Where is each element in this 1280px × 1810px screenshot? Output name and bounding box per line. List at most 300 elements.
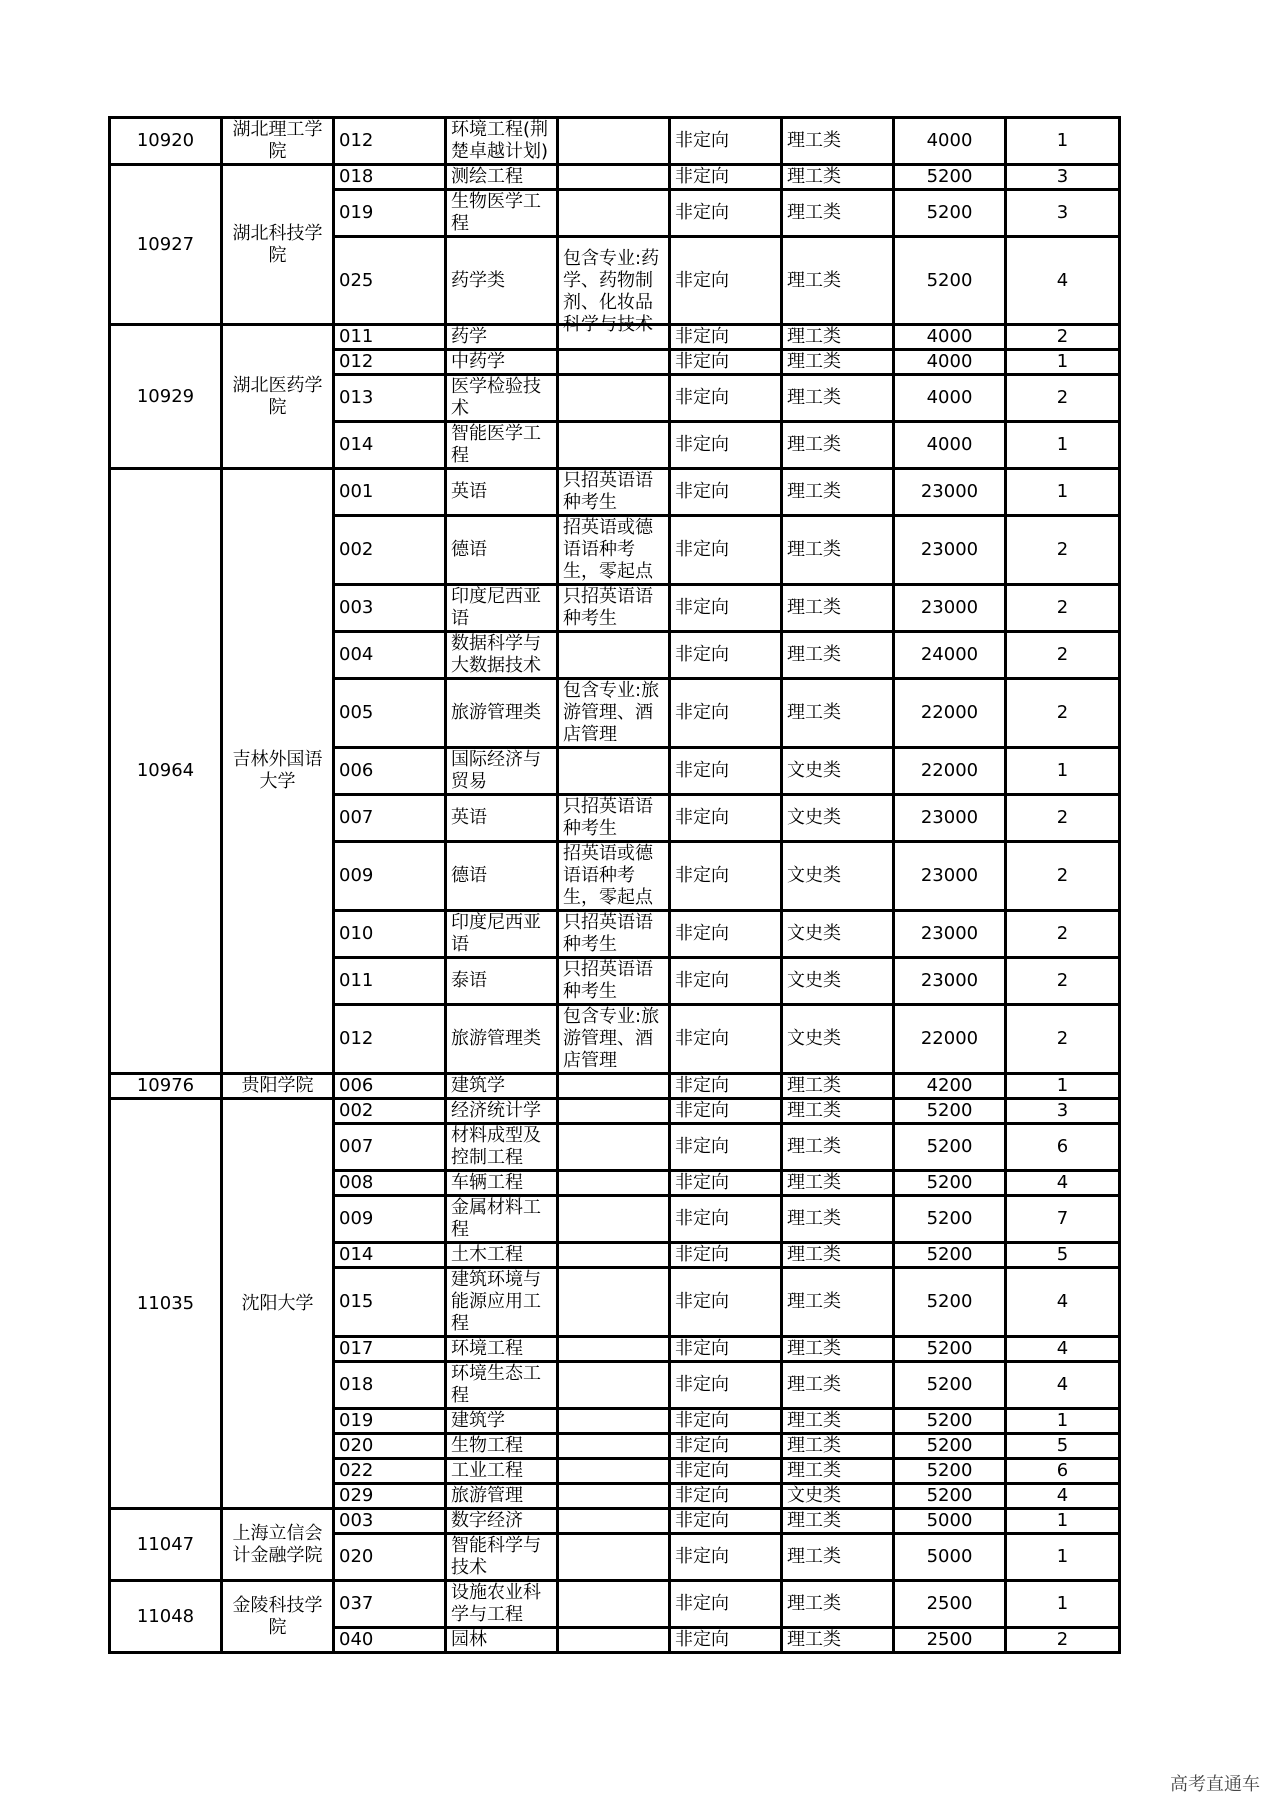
school-code-cell: 10976: [110, 1074, 222, 1099]
major-name-cell: [446, 1534, 558, 1581]
plan-count-cell: 5: [1006, 1243, 1120, 1268]
school-name-cell: 上海立信会计金融学院: [222, 1509, 334, 1581]
major-name-cell: [446, 1243, 558, 1268]
major-name-cell: [446, 748, 558, 795]
major-number-cell: 002: [334, 516, 446, 585]
major-number-cell: 015: [334, 1268, 446, 1337]
major-note-cell: [558, 1099, 670, 1124]
school-code-cell: 11035: [110, 1099, 222, 1509]
plan-count-cell: 4: [1006, 237, 1120, 325]
category-cell: 理工类: [782, 1196, 894, 1243]
tuition-cell: 5200: [894, 1409, 1006, 1434]
direction-cell: 非定向: [670, 325, 782, 350]
major-note-cell-text: 招英语或德语语种考生，零起点: [563, 517, 653, 582]
major-number-cell: 011: [334, 325, 446, 350]
major-number-cell: 003: [334, 1509, 446, 1534]
category-cell: 理工类: [782, 190, 894, 237]
school-name-cell: 吉林外国语大学: [222, 469, 334, 1074]
direction-cell: 非定向: [670, 1268, 782, 1337]
major-name-cell-text: 建筑环境与能源应用工程: [451, 1269, 541, 1334]
major-number-cell: 013: [334, 375, 446, 422]
category-cell: 理工类: [782, 1581, 894, 1628]
major-name-cell-text: 生物医学工程: [451, 191, 541, 234]
school-name-cell: 沈阳大学: [222, 1099, 334, 1509]
major-name-cell-text: 数字经济: [451, 1510, 523, 1531]
tuition-cell: 5200: [894, 190, 1006, 237]
category-cell: 理工类: [782, 1628, 894, 1653]
major-note-cell: [558, 585, 670, 632]
plan-count-cell: 1: [1006, 748, 1120, 795]
major-name-cell-text: 设施农业科学与工程: [451, 1582, 541, 1625]
direction-cell: 非定向: [670, 911, 782, 958]
major-name-cell-text: 测绘工程: [451, 166, 523, 187]
tuition-cell: 5200: [894, 1362, 1006, 1409]
major-number-cell: 020: [334, 1434, 446, 1459]
tuition-cell: 5200: [894, 165, 1006, 190]
major-number-cell: 040: [334, 1628, 446, 1653]
major-note-cell-text: 只招英语语种考生: [563, 470, 653, 513]
major-name-cell-text: 英语: [451, 481, 487, 502]
tuition-cell: 22000: [894, 1005, 1006, 1074]
school-code-cell: 10920: [110, 118, 222, 165]
category-cell: 理工类: [782, 1268, 894, 1337]
tuition-cell: 4000: [894, 325, 1006, 350]
major-name-cell: [446, 350, 558, 375]
major-name-cell-text: 旅游管理类: [451, 702, 541, 723]
plan-count-cell: 3: [1006, 1099, 1120, 1124]
category-cell: 理工类: [782, 237, 894, 325]
direction-cell: 非定向: [670, 1171, 782, 1196]
major-number-cell: 037: [334, 1581, 446, 1628]
plan-count-cell: 2: [1006, 842, 1120, 911]
tuition-cell: 22000: [894, 679, 1006, 748]
major-name-cell-text: 智能科学与技术: [451, 1535, 541, 1578]
plan-count-cell: 1: [1006, 422, 1120, 469]
enrollment-plan-table: [108, 116, 1121, 1654]
major-number-cell: 012: [334, 350, 446, 375]
plan-count-cell: 2: [1006, 516, 1120, 585]
plan-count-cell: 2: [1006, 585, 1120, 632]
tuition-cell: 5200: [894, 1434, 1006, 1459]
plan-count-cell: 3: [1006, 165, 1120, 190]
major-name-cell-text: 环境生态工程: [451, 1363, 541, 1406]
tuition-cell: 4000: [894, 118, 1006, 165]
major-note-cell-text: 包含专业:旅游管理、酒店管理: [563, 680, 660, 745]
school-code-cell: 11048: [110, 1581, 222, 1653]
major-name-cell: [446, 118, 558, 165]
major-note-cell: [558, 190, 670, 237]
plan-count-cell: 6: [1006, 1124, 1120, 1171]
major-number-cell: 011: [334, 958, 446, 1005]
major-note-cell-text: 只招英语语种考生: [563, 959, 653, 1002]
table-body: [110, 118, 1120, 1653]
category-cell: 理工类: [782, 469, 894, 516]
major-number-cell: 022: [334, 1459, 446, 1484]
plan-count-cell: 1: [1006, 118, 1120, 165]
plan-count-cell: 4: [1006, 1362, 1120, 1409]
major-number-cell: 029: [334, 1484, 446, 1509]
major-note-cell: [558, 842, 670, 911]
direction-cell: 非定向: [670, 679, 782, 748]
school-name-cell: 湖北科技学院: [222, 165, 334, 325]
major-note-cell: [558, 748, 670, 795]
major-name-cell: [446, 1628, 558, 1653]
major-name-cell: [446, 1362, 558, 1409]
major-name-cell: [446, 1099, 558, 1124]
direction-cell: 非定向: [670, 585, 782, 632]
major-note-cell-text: 招英语或德语语种考生，零起点: [563, 843, 653, 908]
tuition-cell: 23000: [894, 911, 1006, 958]
major-name-cell-text: 药学类: [451, 269, 505, 291]
direction-cell: 非定向: [670, 1409, 782, 1434]
watermark-text: 高考直通车: [1170, 1774, 1260, 1795]
major-note-cell: [558, 1243, 670, 1268]
major-name-cell-text: 金属材料工程: [451, 1197, 541, 1240]
tuition-cell: 2500: [894, 1581, 1006, 1628]
tuition-cell: 23000: [894, 958, 1006, 1005]
major-note-cell: [558, 1534, 670, 1581]
category-cell: 理工类: [782, 1074, 894, 1099]
category-cell: 理工类: [782, 1362, 894, 1409]
plan-count-cell: 1: [1006, 350, 1120, 375]
category-cell: 理工类: [782, 1459, 894, 1484]
major-number-cell: 014: [334, 422, 446, 469]
school-code-cell: 10929: [110, 325, 222, 469]
major-note-cell: [558, 632, 670, 679]
major-name-cell: [446, 911, 558, 958]
school-name-cell: 贵阳学院: [222, 1074, 334, 1099]
major-name-cell: [446, 469, 558, 516]
direction-cell: 非定向: [670, 118, 782, 165]
category-cell: 理工类: [782, 165, 894, 190]
major-name-cell: [446, 1509, 558, 1534]
major-name-cell: [446, 516, 558, 585]
major-number-cell: 008: [334, 1171, 446, 1196]
tuition-cell: 23000: [894, 469, 1006, 516]
major-name-cell-text: 材料成型及控制工程: [451, 1125, 541, 1168]
category-cell: 理工类: [782, 1534, 894, 1581]
direction-cell: 非定向: [670, 190, 782, 237]
tuition-cell: 5200: [894, 1099, 1006, 1124]
plan-count-cell: 2: [1006, 795, 1120, 842]
major-note-cell-text: 只招英语语种考生: [563, 796, 653, 839]
tuition-cell: 4000: [894, 350, 1006, 375]
plan-count-cell: 1: [1006, 1074, 1120, 1099]
major-number-cell: 009: [334, 842, 446, 911]
major-note-cell: [558, 375, 670, 422]
major-name-cell: [446, 585, 558, 632]
tuition-cell: 5200: [894, 1268, 1006, 1337]
tuition-cell: 5200: [894, 1459, 1006, 1484]
major-note-cell-text: 包含专业:旅游管理、酒店管理: [563, 1006, 660, 1071]
major-name-cell-text: 国际经济与贸易: [451, 749, 541, 792]
major-name-cell-text: 英语: [451, 807, 487, 828]
category-cell: 文史类: [782, 1005, 894, 1074]
tuition-cell: 4200: [894, 1074, 1006, 1099]
major-note-cell: [558, 1484, 670, 1509]
major-name-cell: [446, 422, 558, 469]
major-note-cell: [558, 1005, 670, 1074]
plan-count-cell: 4: [1006, 1171, 1120, 1196]
major-name-cell: [446, 237, 558, 325]
direction-cell: 非定向: [670, 1484, 782, 1509]
category-cell: 理工类: [782, 1509, 894, 1534]
major-name-cell-text: 德语: [451, 539, 487, 560]
direction-cell: 非定向: [670, 1074, 782, 1099]
major-name-cell-text: 旅游管理类: [451, 1028, 541, 1049]
tuition-cell: 23000: [894, 795, 1006, 842]
major-name-cell: [446, 679, 558, 748]
table-row: [110, 1074, 1120, 1099]
major-number-cell: 017: [334, 1337, 446, 1362]
major-note-cell: [558, 1459, 670, 1484]
major-number-cell: 006: [334, 748, 446, 795]
plan-count-cell: 1: [1006, 1534, 1120, 1581]
major-name-cell: [446, 795, 558, 842]
major-number-cell: 004: [334, 632, 446, 679]
direction-cell: 非定向: [670, 1362, 782, 1409]
major-name-cell-text: 生物工程: [451, 1435, 523, 1456]
plan-count-cell: 2: [1006, 1628, 1120, 1653]
category-cell: 理工类: [782, 325, 894, 350]
direction-cell: 非定向: [670, 1124, 782, 1171]
plan-count-cell: 4: [1006, 1484, 1120, 1509]
major-name-cell: [446, 842, 558, 911]
major-number-cell: 019: [334, 1409, 446, 1434]
major-name-cell: [446, 375, 558, 422]
category-cell: 文史类: [782, 795, 894, 842]
major-number-cell: 006: [334, 1074, 446, 1099]
plan-count-cell: 2: [1006, 325, 1120, 350]
major-number-cell: 018: [334, 165, 446, 190]
tuition-cell: 5200: [894, 237, 1006, 325]
direction-cell: 非定向: [670, 237, 782, 325]
major-number-cell: 001: [334, 469, 446, 516]
major-name-cell-text: 印度尼西亚语: [451, 912, 541, 955]
major-name-cell-text: 经济统计学: [451, 1100, 541, 1121]
plan-count-cell: 2: [1006, 1005, 1120, 1074]
category-cell: 理工类: [782, 350, 894, 375]
category-cell: 理工类: [782, 1409, 894, 1434]
major-note-cell: [558, 679, 670, 748]
major-note-cell: [558, 516, 670, 585]
category-cell: 文史类: [782, 958, 894, 1005]
category-cell: 理工类: [782, 375, 894, 422]
major-name-cell-text: 环境工程: [451, 1338, 523, 1359]
major-name-cell-text: 旅游管理: [451, 1485, 523, 1506]
direction-cell: 非定向: [670, 469, 782, 516]
major-name-cell: [446, 1337, 558, 1362]
plan-count-cell: 2: [1006, 375, 1120, 422]
direction-cell: 非定向: [670, 1005, 782, 1074]
major-number-cell: 025: [334, 237, 446, 325]
plan-count-cell: 4: [1006, 1337, 1120, 1362]
plan-count-cell: 1: [1006, 1581, 1120, 1628]
direction-cell: 非定向: [670, 748, 782, 795]
category-cell: 文史类: [782, 842, 894, 911]
major-name-cell-text: 工业工程: [451, 1460, 523, 1481]
tuition-cell: 2500: [894, 1628, 1006, 1653]
major-note-cell: [558, 1581, 670, 1628]
tuition-cell: 5000: [894, 1534, 1006, 1581]
direction-cell: 非定向: [670, 422, 782, 469]
major-name-cell: [446, 1124, 558, 1171]
table-row: [110, 1099, 1120, 1124]
tuition-cell: 23000: [894, 585, 1006, 632]
major-note-cell: [558, 1196, 670, 1243]
plan-count-cell: 2: [1006, 679, 1120, 748]
direction-cell: 非定向: [670, 1581, 782, 1628]
major-note-cell: [558, 118, 670, 165]
major-note-cell: [558, 1628, 670, 1653]
tuition-cell: 5200: [894, 1196, 1006, 1243]
category-cell: 文史类: [782, 911, 894, 958]
plan-count-cell: 1: [1006, 469, 1120, 516]
category-cell: 理工类: [782, 1243, 894, 1268]
plan-count-cell: 3: [1006, 190, 1120, 237]
major-name-cell-text: 医学检验技术: [451, 376, 541, 419]
major-note-cell: [558, 1409, 670, 1434]
tuition-cell: 24000: [894, 632, 1006, 679]
direction-cell: 非定向: [670, 1434, 782, 1459]
major-name-cell: [446, 1171, 558, 1196]
major-number-cell: 018: [334, 1362, 446, 1409]
tuition-cell: 5200: [894, 1171, 1006, 1196]
direction-cell: 非定向: [670, 350, 782, 375]
major-name-cell: [446, 1581, 558, 1628]
tuition-cell: 22000: [894, 748, 1006, 795]
plan-count-cell: 2: [1006, 958, 1120, 1005]
category-cell: 理工类: [782, 516, 894, 585]
tuition-cell: 5200: [894, 1337, 1006, 1362]
category-cell: 理工类: [782, 632, 894, 679]
major-number-cell: 005: [334, 679, 446, 748]
direction-cell: 非定向: [670, 842, 782, 911]
plan-count-cell: 2: [1006, 911, 1120, 958]
major-name-cell-text: 土木工程: [451, 1244, 523, 1265]
major-number-cell: 012: [334, 1005, 446, 1074]
table-row: [110, 165, 1120, 190]
tuition-cell: 4000: [894, 375, 1006, 422]
major-name-cell-text: 德语: [451, 865, 487, 886]
direction-cell: 非定向: [670, 1628, 782, 1653]
major-name-cell: [446, 165, 558, 190]
major-name-cell: [446, 1005, 558, 1074]
major-name-cell: [446, 1434, 558, 1459]
major-name-cell: [446, 1459, 558, 1484]
school-name-cell: 湖北理工学院: [222, 118, 334, 165]
direction-cell: 非定向: [670, 1534, 782, 1581]
major-number-cell: 007: [334, 795, 446, 842]
major-number-cell: 012: [334, 118, 446, 165]
school-name-cell: 湖北医药学院: [222, 325, 334, 469]
plan-count-cell: 4: [1006, 1268, 1120, 1337]
tuition-cell: 23000: [894, 842, 1006, 911]
direction-cell: 非定向: [670, 1099, 782, 1124]
major-name-cell: [446, 1484, 558, 1509]
major-name-cell-text: 泰语: [451, 970, 487, 991]
major-name-cell: [446, 958, 558, 1005]
category-cell: 文史类: [782, 748, 894, 795]
major-note-cell: [558, 1074, 670, 1099]
table-row: [110, 469, 1120, 516]
category-cell: 理工类: [782, 118, 894, 165]
major-number-cell: 014: [334, 1243, 446, 1268]
plan-count-cell: 1: [1006, 1509, 1120, 1534]
major-note-cell-text: 只招英语语种考生: [563, 912, 653, 955]
major-name-cell: [446, 325, 558, 350]
major-name-cell-text: 车辆工程: [451, 1172, 523, 1193]
major-note-cell: [558, 165, 670, 190]
major-name-cell: [446, 1196, 558, 1243]
major-note-cell-text: 只招英语语种考生: [563, 586, 653, 629]
major-name-cell-text: 环境工程(荆楚卓越计划): [451, 119, 549, 162]
major-number-cell: 009: [334, 1196, 446, 1243]
table-row: [110, 118, 1120, 165]
category-cell: 理工类: [782, 679, 894, 748]
major-name-cell-text: 印度尼西亚语: [451, 586, 541, 629]
major-number-cell: 003: [334, 585, 446, 632]
category-cell: 理工类: [782, 585, 894, 632]
school-name-cell: 金陵科技学院: [222, 1581, 334, 1653]
major-name-cell-text: 建筑学: [451, 1075, 505, 1096]
direction-cell: 非定向: [670, 632, 782, 679]
major-name-cell-text: 中药学: [451, 351, 505, 372]
tuition-cell: 5000: [894, 1509, 1006, 1534]
major-note-cell: [558, 422, 670, 469]
major-name-cell-text: 建筑学: [451, 1410, 505, 1431]
direction-cell: 非定向: [670, 1243, 782, 1268]
major-note-cell: [558, 1337, 670, 1362]
major-note-cell: [558, 911, 670, 958]
major-note-cell: [558, 469, 670, 516]
category-cell: 理工类: [782, 1099, 894, 1124]
table-row: [110, 1509, 1120, 1534]
plan-count-cell: 5: [1006, 1434, 1120, 1459]
school-code-cell: 10964: [110, 469, 222, 1074]
category-cell: 文史类: [782, 1484, 894, 1509]
school-code-cell: 11047: [110, 1509, 222, 1581]
major-note-cell: [558, 1434, 670, 1459]
tuition-cell: 23000: [894, 516, 1006, 585]
category-cell: 理工类: [782, 1434, 894, 1459]
plan-count-cell: 1: [1006, 1409, 1120, 1434]
major-note-cell: [558, 1171, 670, 1196]
major-name-cell-text: 药学: [451, 326, 487, 347]
direction-cell: 非定向: [670, 958, 782, 1005]
major-number-cell: 010: [334, 911, 446, 958]
plan-count-cell: 2: [1006, 632, 1120, 679]
major-note-cell: [558, 1362, 670, 1409]
direction-cell: 非定向: [670, 1337, 782, 1362]
category-cell: 理工类: [782, 1171, 894, 1196]
major-name-cell-text: 园林: [451, 1629, 487, 1650]
direction-cell: 非定向: [670, 795, 782, 842]
plan-count-cell: 6: [1006, 1459, 1120, 1484]
major-note-cell: [558, 958, 670, 1005]
tuition-cell: 5200: [894, 1243, 1006, 1268]
major-note-cell: [558, 237, 670, 335]
table-row: [110, 1581, 1120, 1628]
category-cell: 理工类: [782, 1124, 894, 1171]
direction-cell: 非定向: [670, 516, 782, 585]
school-code-cell: 10927: [110, 165, 222, 325]
major-number-cell: 020: [334, 1534, 446, 1581]
major-name-cell: [446, 1074, 558, 1099]
major-note-cell-text: 包含专业:药学、药物制剂、化妆品科学与技术: [563, 247, 660, 335]
major-note-cell: [558, 350, 670, 375]
major-name-cell: [446, 190, 558, 237]
